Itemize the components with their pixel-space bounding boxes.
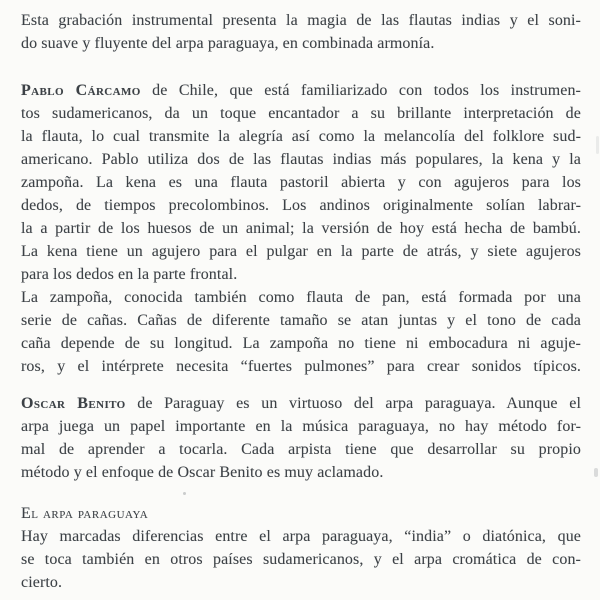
text-line: La zampoña, conocida también como flauta de pan, está formada por una <box>21 289 581 306</box>
artist-name-lead: Pablo Cárcamo <box>21 82 141 99</box>
text-line: Esta grabación instrumental presenta la magia de las flautas indias y el soni- <box>21 12 581 29</box>
text-line <box>21 79 581 102</box>
text-line: tos sudamericanos, da un toque encantador a su brillante interpretación de <box>21 105 581 122</box>
text-line: americano. Pablo utiliza dos de las flautas indias más populares, la kena y la <box>21 151 581 168</box>
text-line: la flauta, lo cual transmite la alegría así como la melancolía del folklore sud- <box>21 128 581 145</box>
pablo-carcamo-paragraph <box>21 79 581 378</box>
text-line: la a partir de los huesos de un animal; la versión de hoy está hecha de bambú. <box>21 220 581 237</box>
arpa-paragraph <box>21 525 581 594</box>
intro-paragraph <box>21 9 581 55</box>
artist-name-lead: Oscar Benito <box>21 395 126 412</box>
text-line <box>21 392 581 415</box>
scan-artifact <box>596 136 599 154</box>
text-line: caña depende de su longitud. La zampoña no tiene ni embocadura ni aguje- <box>21 335 581 352</box>
text-span: de Paraguay es un virtuoso del arpa paraguaya. Aunque el <box>125 395 581 412</box>
text-line: ros, y el intérprete necesita “fuertes pulmones” para crear sonidos típicos. <box>21 358 581 375</box>
text-line: dedos, de tiempos precolombinos. Los andinos originalmente solían labrar- <box>21 197 581 214</box>
text-line: serie de cañas. Cañas de diferente tamaño se atan juntas y el tono de cada <box>21 312 581 329</box>
text-line: do suave y fluyente del arpa paraguaya, en combinada armonía. <box>21 35 435 52</box>
text-line: para los dedos en la parte frontal. <box>21 266 238 283</box>
section-heading-el-arpa-paraguaya: El arpa paraguaya <box>21 505 149 522</box>
scan-artifact <box>594 468 598 477</box>
oscar-benito-paragraph <box>21 392 581 484</box>
text-line: Hay marcadas diferencias entre el arpa paraguaya, “india” o diatónica, que <box>21 528 581 545</box>
text-line: mal de aprender a tocarla. Cada arpista tiene que desarrollar su propio <box>21 441 581 458</box>
scan-artifact <box>183 492 186 495</box>
text-line: La kena tiene un agujero para el pulgar en la parte de atrás, y siete agujeros <box>21 243 581 260</box>
text-span: de Chile, que está familiarizado con todos los instrumen- <box>140 82 581 99</box>
text-line: se toca también en otros países sudamericanos, y el arpa cromática de con- <box>21 551 581 568</box>
text-line: arpa juega un papel importante en la música paraguaya, no hay método for- <box>21 418 581 435</box>
text-line: cierto. <box>21 574 63 591</box>
text-line: zampoña. La kena es una flauta pastoril abierta y con agujeros para los <box>21 174 581 191</box>
text-line: método y el enfoque de Oscar Benito es muy aclamado. <box>21 464 384 481</box>
